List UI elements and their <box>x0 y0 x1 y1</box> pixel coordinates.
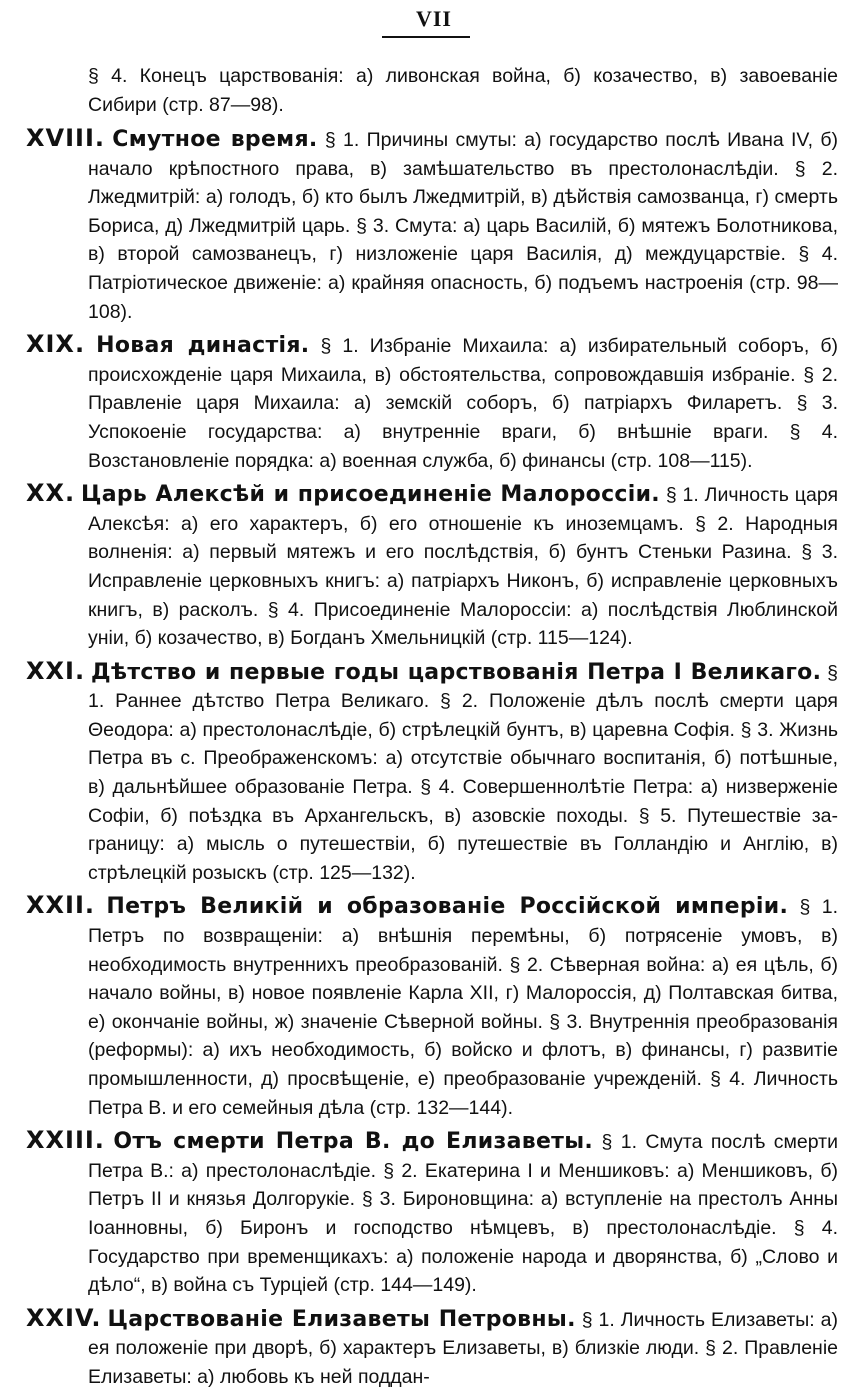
chapter-title: Смутное время. <box>112 127 318 152</box>
chapter-entry-20 <box>26 479 838 653</box>
chapter-title: Новая династія. <box>96 333 310 359</box>
chapter-summary: § 1. Личность Елизаветы: а) ея положеніе при дворѣ, б) характеръ Елизаветы, в) близкіе люди. § 2. Правленіе Елизаветы: а) любовь къ ней поддан- <box>88 1308 838 1388</box>
chapter-title: Царь Алексѣй и присоединеніе Малороссіи. <box>80 482 660 508</box>
intro-paragraph: § 4. Конецъ царствованія: а) ливонская война, б) козачество, в) завоеваніе Сибири (стр. 87—98). <box>88 65 838 116</box>
chapter-number: XXIV. <box>26 1303 102 1332</box>
header-rule <box>382 36 470 38</box>
chapter-entry-24 <box>26 1304 838 1392</box>
chapter-title: Петръ Великій и образованіе Россійской имперіи. <box>106 894 789 920</box>
chapter-title: Отъ смерти Петра В. до Елизаветы. <box>113 1129 594 1155</box>
chapter-entry-22 <box>26 891 838 1122</box>
chapter-number: XIX. <box>26 330 86 359</box>
chapter-entry-18 <box>26 124 838 326</box>
chapter-entry-21 <box>26 657 838 888</box>
chapter-number: XX. <box>26 479 76 508</box>
chapter-number: XXI. <box>26 656 86 685</box>
chapter-number: XXII. <box>26 891 95 920</box>
chapter-summary: § 1. Причины смуты: а) государство послѣ Ивана IV, б) начало крѣпостного права, в) замѣшательство въ престолонаслѣдіи. § 2. Лжедмитрій: а) голодъ, б) кто былъ Лжедмитрій, в) дѣйствія самозванца, г) смерть Бориса, д) Лжедмитрій царь. § 3. Смута: а) царь Василій, б) мятежъ Болотникова, в) второй самозванецъ, г) низложеніе царя Василія, д) междуцарствіе. § 4. Патріотическое движеніе: а) крайняя опасность, б) подъемъ настроенія (стр. 98—108). <box>88 129 839 323</box>
chapter-summary: § 1. Личность царя Алексѣя: а) его характеръ, б) его отношеніе къ иноземцамъ. § 2. Народныя волненія: а) первый мятежъ и его послѣдствія, б) бунтъ Стеньки Разина. § 3. Исправленіе церковныхъ книгъ: а) патріархъ Никонъ, б) исправленіе церковныхъ книгъ, в) расколъ. § 4. Присоединеніе Малороссіи: а) послѣдствія Люблинской уніи, б) козачество, в) Богданъ Хмельницкій (стр. 115—124). <box>88 484 838 650</box>
chapter-list <box>26 124 838 1396</box>
chapter-entry-23 <box>26 1126 838 1300</box>
chapter-summary: § 1. Смута послѣ смерти Петра В.: а) престолонаслѣдіе. § 2. Екатерина I и Меншиковъ: а) Меншиковъ, б) Петръ II и князья Долгорукіе. § 3. Бироновщина: а) вступленіе на престолъ Анны Іоанновны, б) Биронъ и господство нѣмцевъ, в) престолонаслѣдіе. § 4. Государство при временщикахъ: а) положеніе народа и дворянства, б) „Слово и дѣло“, в) война съ Турціей (стр. 144—149). <box>88 1131 838 1297</box>
chapter-number: XXIII. <box>26 1126 105 1155</box>
chapter-title: Царствованіе Елизаветы Петровны. <box>107 1306 576 1332</box>
chapter-title: Дѣтство и первые годы царствованія Петра I Великаго. <box>90 659 822 685</box>
chapter-entry-19 <box>26 330 838 475</box>
chapter-summary: § 1. Петръ по возвращеніи: а) внѣшнія перемѣны, б) потрясеніе умовъ, в) необходимость внутреннихъ преобразованій. § 2. Сѣверная война: а) ея цѣль, б) начало войны, в) новое появленіе Карла XII, г) Малороссія, д) Полтавская битва, е) окончаніе войны, ж) значеніе Сѣверной войны. § 3. Внутреннія преобразованія (реформы): а) ихъ необходимость, б) войско и флотъ, в) финансы, г) развитіе промышленности, д) просвѣщеніе, е) преобразованіе учрежденій. § 4. Личность Петра В. и его семейныя дѣла (стр. 132—144). <box>88 896 838 1119</box>
chapter-summary: § 1. Раннее дѣтство Петра Великаго. § 2. Положеніе дѣлъ послѣ смерти царя Θеодора: а) престолонаслѣдіе, б) стрѣлецкій бунтъ, в) царевна Софія. § 3. Жизнь Петра въ с. Преображенскомъ: а) отсутствіе обычнаго воспитанія, б) потѣшные, в) дальнѣйшее образованіе Петра. § 4. Совершеннолѣтіе Петра: а) низверженіе Софіи, б) поѣздка въ Архангельскъ, в) азовскіе походы. § 5. Путешествіе за-границу: а) мысль о путешествіи, б) путешествіе въ Голландію и Англію, в) стрѣлецкій розыскъ (стр. 125—132). <box>88 661 839 884</box>
page-number: VII <box>415 6 452 31</box>
chapter-summary: § 1. Избраніе Михаила: а) избирательный соборъ, б) происхожденіе царя Михаила, в) обстоятельства, сопровождавшія избраніе. § 2. Правленіе царя Михаила: а) земскій соборъ, б) патріархъ Филаретъ. § 3. Успокоеніе государства: а) внутренніе враги, б) внѣшніе враги. § 4. Возстановленіе порядка: а) военная служба, б) финансы (стр. 108—115). <box>88 335 839 472</box>
chapter-number: XVIII. <box>26 124 105 152</box>
